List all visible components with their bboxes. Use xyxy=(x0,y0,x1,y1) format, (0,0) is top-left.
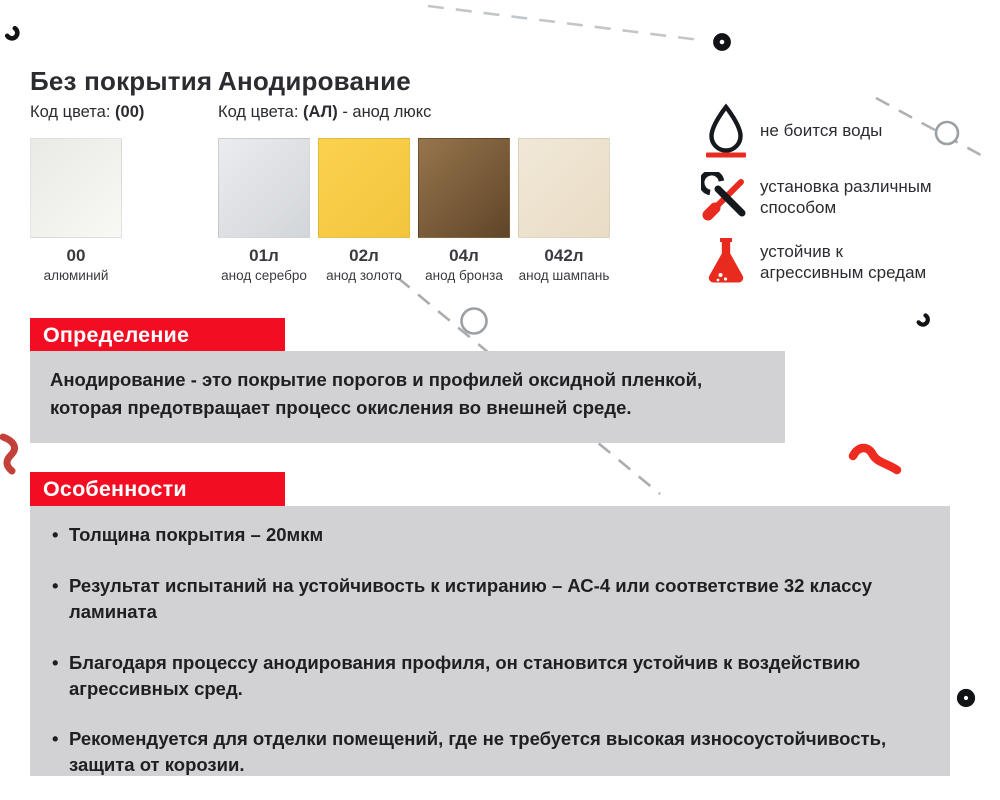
color-chip xyxy=(418,138,510,238)
comma-right xyxy=(919,315,928,324)
benefit-water xyxy=(700,103,990,159)
squiggle-left xyxy=(3,437,14,471)
benefit-label: устойчив к агрессивным средам xyxy=(760,241,927,282)
squiggle-right xyxy=(853,448,897,470)
swatch-code: 02л xyxy=(349,246,379,265)
swatch-code: 01л xyxy=(249,246,279,265)
color-chip xyxy=(518,138,610,238)
swatch-name: анод бронза xyxy=(425,268,503,283)
swatch-code: 00 xyxy=(66,246,86,265)
features-panel xyxy=(30,506,950,776)
color-chip xyxy=(30,138,122,238)
no-coating-header xyxy=(30,66,212,122)
swatch-name: анод шампань xyxy=(518,268,610,283)
swatch-042l xyxy=(518,138,610,283)
definition-panel xyxy=(30,351,785,443)
donut-dot-bottom xyxy=(960,692,971,703)
tools-icon xyxy=(700,172,752,222)
anodizing-header xyxy=(218,66,431,122)
code-value: (АЛ) xyxy=(303,103,338,121)
benefit-resistance xyxy=(700,235,990,289)
swatch-02l xyxy=(318,138,410,283)
feature-item: • Рекомендуется для отделки помещений, где не требуется высокая износоустойчивость, защита от корозии. xyxy=(52,726,928,778)
no-coating-title: Без покрытия xyxy=(30,66,213,96)
features-list xyxy=(52,522,928,778)
code-value: (00) xyxy=(115,103,145,121)
benefit-installation xyxy=(700,172,990,222)
donut-dot-top xyxy=(716,36,727,47)
comma-top-left xyxy=(7,28,17,38)
definition-banner xyxy=(30,318,285,352)
swatch-01l xyxy=(218,138,310,283)
swatch-code: 04л xyxy=(449,246,479,265)
flask-icon xyxy=(700,235,752,289)
code-label: Код цвета: xyxy=(218,103,299,121)
color-chip xyxy=(218,138,310,238)
swatch-name: алюминий xyxy=(43,268,109,283)
ring-middle xyxy=(462,309,487,334)
benefit-label: не боится воды xyxy=(760,121,883,141)
no-coating-code xyxy=(30,103,212,122)
definition-title: Определение xyxy=(43,322,190,347)
anodizing-title: Анодирование xyxy=(218,66,411,96)
swatch-04l xyxy=(418,138,510,283)
features-title: Особенности xyxy=(43,476,187,501)
benefits-list xyxy=(700,103,990,302)
feature-item: • Результат испытаний на устойчивость к истиранию – АС-4 или соответствие 32 классу ламината xyxy=(52,573,928,625)
swatch-name: анод золото xyxy=(326,268,402,283)
water-drop-icon xyxy=(700,103,752,159)
swatch-00 xyxy=(30,138,122,283)
anodizing-code xyxy=(218,103,431,122)
code-suffix: - анод люкс xyxy=(342,103,432,121)
benefit-label: установка различным способом xyxy=(760,176,932,217)
dashed-line-top xyxy=(428,6,700,40)
swatch-name: анод серебро xyxy=(221,268,307,283)
definition-text: Анодирование - это покрытие порогов и профилей оксидной пленкой, которая предотвращает процесс окисления во внешней среде. xyxy=(50,369,703,418)
feature-item: • Толщина покрытия – 20мкм xyxy=(52,522,928,548)
feature-item: • Благодаря процессу анодирования профиля, он становится устойчив к воздействию агрессивных сред. xyxy=(52,650,928,702)
code-label: Код цвета: xyxy=(30,103,111,121)
color-chip xyxy=(318,138,410,238)
features-banner xyxy=(30,472,285,506)
swatch-code: 042л xyxy=(544,246,584,265)
